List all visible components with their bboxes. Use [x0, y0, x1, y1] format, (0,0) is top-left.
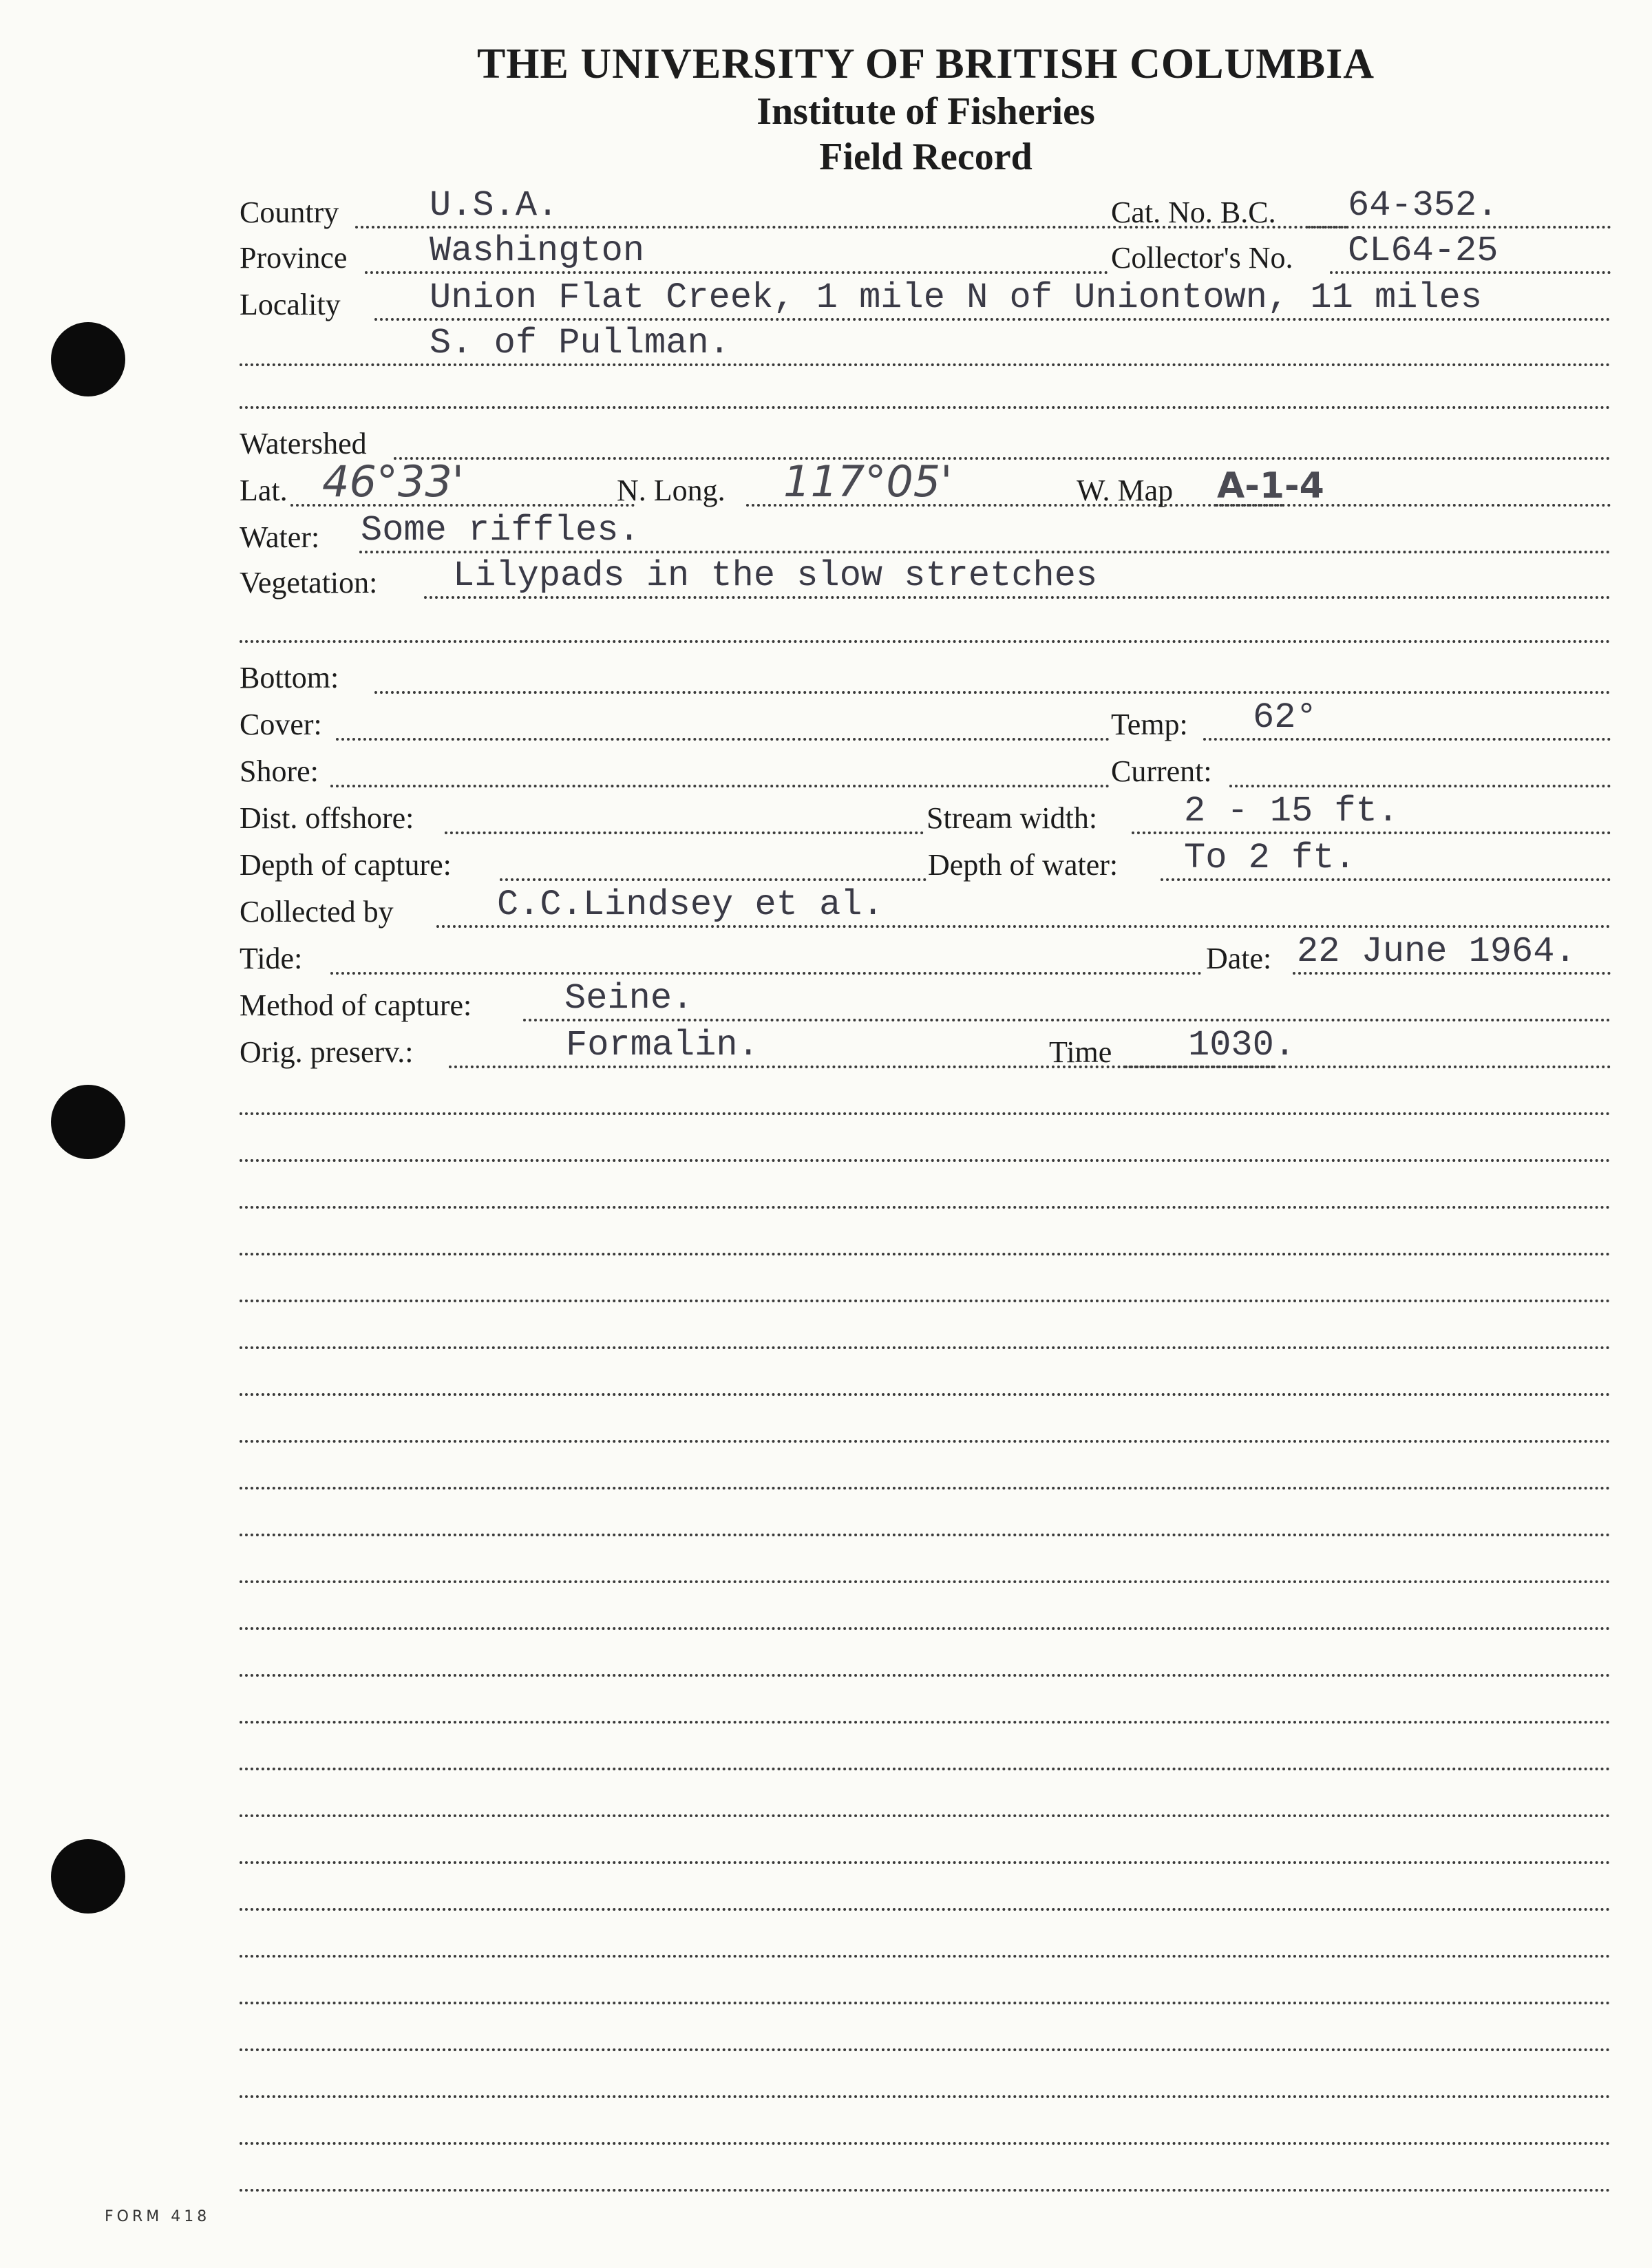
value-locality-line1[interactable]: Union Flat Creek, 1 mile N of Uniontown, 11 miles: [430, 277, 1483, 318]
row-collected-by: [240, 884, 1611, 933]
value-locality-line2[interactable]: S. of Pullman.: [430, 323, 730, 363]
value-orig-preserv[interactable]: Formalin.: [566, 1025, 759, 1066]
value-water[interactable]: Some riffles.: [361, 510, 640, 551]
row-bottom: [240, 658, 1611, 699]
blank-line: [240, 640, 1611, 643]
blank-line: [240, 406, 1611, 409]
label-n-long: N. Long.: [617, 474, 726, 507]
blank-line: [240, 2189, 1611, 2192]
label-shore: Shore:: [240, 754, 319, 788]
row-tide: [240, 931, 1611, 980]
label-dist-offshore: Dist. offshore:: [240, 801, 414, 835]
label-bottom: Bottom:: [240, 661, 339, 695]
value-collectors-no[interactable]: CL64-25: [1348, 231, 1499, 271]
label-country: Country: [240, 195, 339, 229]
row-province: [240, 231, 1611, 279]
label-w-map: W. Map: [1077, 474, 1174, 507]
label-cat-no: Cat. No. B.C.: [1111, 195, 1276, 229]
row-country: [240, 185, 1611, 234]
label-date: Date:: [1206, 942, 1272, 975]
row-cover: [240, 697, 1611, 746]
row-vegetation: [240, 555, 1611, 604]
label-vegetation: Vegetation:: [240, 566, 378, 600]
row-shore: [240, 752, 1611, 793]
value-map[interactable]: A-1-4: [1217, 465, 1324, 507]
label-time: Time: [1049, 1035, 1112, 1069]
label-depth-water: Depth of water:: [928, 848, 1119, 882]
blank-line: [240, 1627, 1611, 1630]
blank-line: [240, 1206, 1611, 1209]
label-cover: Cover:: [240, 708, 322, 741]
blank-line: [240, 2142, 1611, 2145]
value-time[interactable]: 1030.: [1188, 1025, 1296, 1066]
university-title: THE UNIVERSITY OF BRITISH COLUMBIA: [476, 41, 1375, 87]
label-collected-by: Collected by: [240, 895, 394, 929]
row-method: [240, 978, 1611, 1027]
blank-line: [240, 1908, 1611, 1911]
blank-line: [240, 1814, 1611, 1817]
value-stream-width[interactable]: 2 - 15 ft.: [1184, 791, 1399, 831]
value-date[interactable]: 22 June 1964.: [1297, 931, 1576, 972]
blank-line: [240, 1346, 1611, 1349]
blank-line: [240, 2002, 1611, 2004]
label-orig-preserv: Orig. preserv.:: [240, 1035, 414, 1069]
row-dist-offshore: [240, 791, 1611, 840]
institute-title: Institute of Fisheries: [756, 90, 1095, 133]
blank-line: [240, 1159, 1611, 1162]
label-method: Method of capture:: [240, 988, 472, 1022]
binder-hole-bottom: [51, 1839, 125, 1914]
binder-hole-middle: [51, 1085, 125, 1159]
form-number: FORM 418: [105, 2208, 211, 2225]
blank-line: [240, 1674, 1611, 1677]
row-depth: [240, 838, 1611, 887]
value-province[interactable]: Washington: [430, 231, 645, 271]
blank-line: [240, 1534, 1611, 1536]
label-locality: Locality: [240, 288, 341, 321]
value-country[interactable]: U.S.A.: [430, 185, 559, 226]
blank-line: [240, 1112, 1611, 1115]
blank-line: [240, 2048, 1611, 2051]
record-title: Field Record: [819, 136, 1032, 178]
label-watershed: Watershed: [240, 427, 367, 460]
value-long[interactable]: 117°05': [783, 456, 953, 507]
row-locality: [240, 277, 1611, 326]
row-locality-2: [240, 323, 1611, 372]
label-depth-capture: Depth of capture:: [240, 848, 452, 882]
value-collected-by[interactable]: C.C.Lindsey et al.: [497, 884, 884, 925]
label-water: Water:: [240, 520, 320, 554]
blank-line: [240, 1768, 1611, 1770]
value-vegetation[interactable]: Lilypads in the slow stretches: [453, 555, 1098, 596]
label-temp: Temp:: [1111, 708, 1188, 741]
blank-line: [240, 1487, 1611, 1490]
label-tide: Tide:: [240, 942, 303, 975]
blank-line: [240, 1300, 1611, 1302]
blank-line: [240, 1253, 1611, 1255]
blank-line: [240, 1393, 1611, 1396]
value-temp[interactable]: 62°: [1253, 697, 1317, 738]
row-orig-preserv: [240, 1025, 1611, 1074]
blank-line: [240, 1580, 1611, 1583]
row-lat-long: [240, 456, 1611, 512]
label-lat: Lat.: [240, 474, 288, 507]
blank-line: [240, 1955, 1611, 1958]
value-cat-no[interactable]: 64-352.: [1348, 185, 1499, 226]
binder-hole-top: [51, 322, 125, 396]
blank-line: [240, 1861, 1611, 1864]
blank-line: [240, 1440, 1611, 1443]
row-water: [240, 510, 1611, 559]
label-current: Current:: [1111, 754, 1212, 788]
label-stream-width: Stream width:: [926, 801, 1098, 835]
label-collectors-no: Collector's No.: [1111, 241, 1293, 275]
value-lat[interactable]: 46°33': [322, 456, 464, 507]
blank-line: [240, 1721, 1611, 1724]
blank-line: [240, 2095, 1611, 2098]
label-province: Province: [240, 241, 348, 275]
value-depth-water[interactable]: To 2 ft.: [1184, 838, 1356, 878]
value-method[interactable]: Seine.: [564, 978, 694, 1019]
